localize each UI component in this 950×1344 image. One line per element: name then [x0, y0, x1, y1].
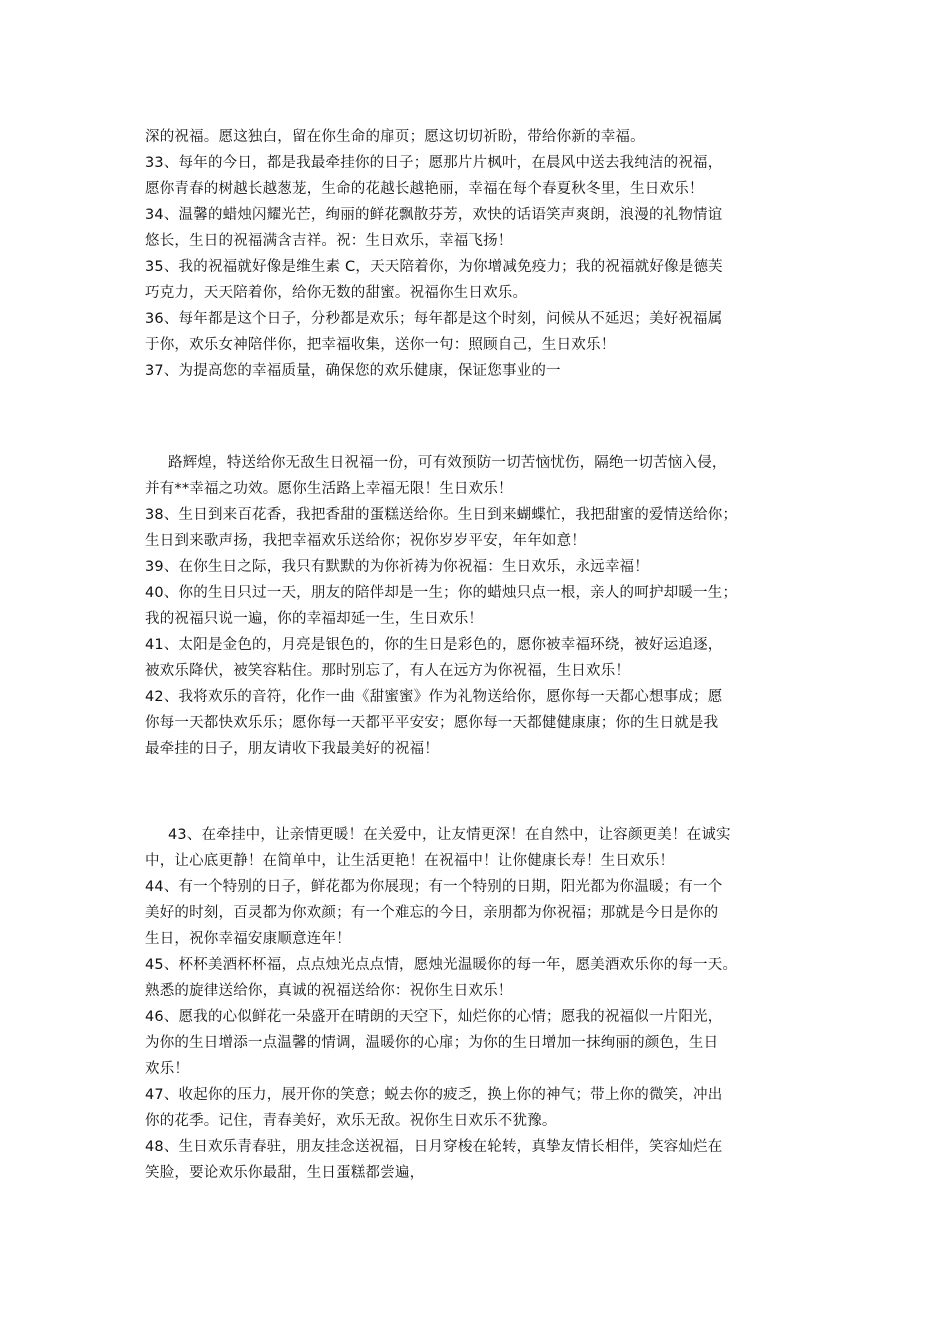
text-line: 深的祝福。愿这独白，留在你生命的扉页；愿这切切祈盼，带给你新的幸福。: [145, 129, 645, 145]
text-line: 46、愿我的心似鲜花一朵盛开在晴朗的天空下，灿烂你的心情；愿我的祝福似一片阳光，: [145, 1009, 723, 1025]
text-line: 40、你的生日只过一天，朋友的陪伴却是一生；你的蜡烛只点一根，亲人的呵护却暖一生；: [145, 585, 738, 601]
text-line: 巧克力，天天陪着你，给你无数的甜蜜。祝福你生日欢乐。: [145, 285, 528, 301]
text-line: 你每一天都快欢乐乐；愿你每一天都平平安安；愿你每一天都健健康康；你的生日就是我: [145, 715, 719, 731]
text-line: 熟悉的旋律送给你，真诚的祝福送给你：祝你生日欢乐！: [145, 983, 513, 999]
text-line: 生日，祝你幸福安康顺意连年！: [145, 931, 351, 947]
text-line: 你的花季。记住，青春美好，欢乐无敌。祝你生日欢乐不犹豫。: [145, 1113, 557, 1129]
text-line: 笑脸，要论欢乐你最甜，生日蛋糕都尝遍，: [145, 1165, 425, 1181]
text-line: 37、为提高您的幸福质量，确保您的欢乐健康，保证您事业的一: [145, 363, 561, 379]
text-line: 我的祝福只说一遍，你的幸福却延一生，生日欢乐！: [145, 611, 484, 627]
text-block-2: [145, 450, 810, 762]
text-line: 47、收起你的压力，展开你的笑意；蜕去你的疲乏，换上你的神气；带上你的微笑，冲出: [145, 1087, 723, 1103]
text-line: 48、生日欢乐青春驻，朋友挂念送祝福，日月穿梭在轮转，真挚友情长相伴，笑容灿烂在: [145, 1139, 723, 1155]
text-line: 美好的时刻，百灵都为你欢颜；有一个难忘的今日，亲朋都为你祝福；那就是今日是你的: [145, 905, 719, 921]
text-line: 愿你青春的树越长越葱茏，生命的花越长越艳丽，幸福在每个春夏秋冬里，生日欢乐！: [145, 181, 704, 197]
text-block-3: [145, 822, 810, 1186]
text-line: 36、每年都是这个日子，分秒都是欢乐；每年都是这个时刻，问候从不延迟；美好祝福属: [145, 311, 723, 327]
text-line: 生日到来歌声扬，我把幸福欢乐送给你；祝你岁岁平安，年年如意！: [145, 533, 586, 549]
text-block-1: [145, 124, 810, 384]
text-line: 45、杯杯美酒杯杯福，点点烛光点点情，愿烛光温暖你的每一年，愿美酒欢乐你的每一天。: [145, 957, 738, 973]
text-line: 欢乐！: [145, 1061, 190, 1077]
text-line: 33、每年的今日，都是我最牵挂你的日子；愿那片片枫叶，在晨风中送去我纯洁的祝福，: [145, 155, 723, 171]
text-line: 并有**幸福之功效。愿你生活路上幸福无限！生日欢乐！: [145, 481, 513, 497]
text-line: 43、在牵挂中，让亲情更暖！在关爱中，让友情更深！在自然中，让容颜更美！在诚实: [168, 827, 731, 843]
text-line: 38、生日到来百花香，我把香甜的蛋糕送给你。生日到来蝴蝶忙，我把甜蜜的爱情送给你；: [145, 507, 738, 523]
text-line: 悠长，生日的祝福满含吉祥。祝：生日欢乐，幸福飞扬！: [145, 233, 513, 249]
text-line: 路辉煌，特送给你无敌生日祝福一份，可有效预防一切苦恼忧伤，隔绝一切苦恼入侵，: [168, 455, 727, 471]
text-line: 于你，欢乐女神陪伴你，把幸福收集，送你一句：照顾自己，生日欢乐！: [145, 337, 616, 353]
text-line: 42、我将欢乐的音符，化作一曲《甜蜜蜜》作为礼物送给你，愿你每一天都心想事成；愿: [145, 689, 723, 705]
text-line: 44、有一个特别的日子，鲜花都为你展现；有一个特别的日期，阳光都为你温暖；有一个: [145, 879, 723, 895]
text-line: 被欢乐降伏，被笑容粘住。那时别忘了，有人在远方为你祝福，生日欢乐！: [145, 663, 631, 679]
text-line: 中，让心底更静！在简单中，让生活更艳！在祝福中！让你健康长寿！生日欢乐！: [145, 853, 675, 869]
text-line: 35、我的祝福就好像是维生素 C，天天陪着你，为你增减免疫力；我的祝福就好像是德芙: [145, 259, 723, 275]
text-line: 34、温馨的蜡烛闪耀光芒，绚丽的鲜花飘散芬芳，欢快的话语笑声爽朗，浪漫的礼物情谊: [145, 207, 723, 223]
text-line: 39、在你生日之际，我只有默默的为你祈祷为你祝福：生日欢乐，永远幸福！: [145, 559, 649, 575]
text-line: 最牵挂的日子，朋友请收下我最美好的祝福！: [145, 741, 439, 757]
text-line: 为你的生日增添一点温馨的情调，温暖你的心扉；为你的生日增加一抹绚丽的颜色，生日: [145, 1035, 719, 1051]
text-line: 41、太阳是金色的，月亮是银色的，你的生日是彩色的，愿你被幸福环绕，被好运追逐，: [145, 637, 723, 653]
